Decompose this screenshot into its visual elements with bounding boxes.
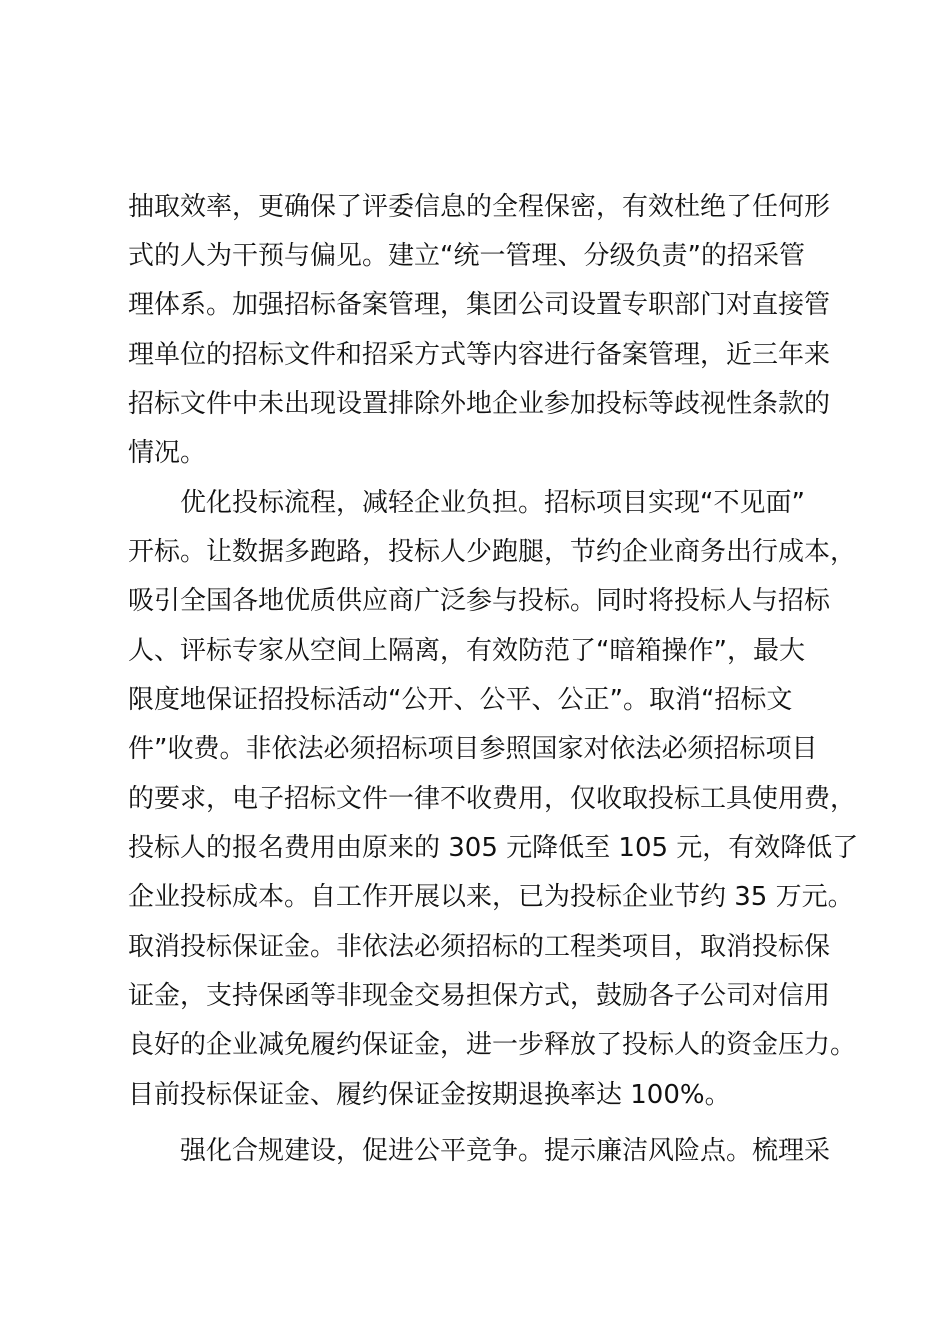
text-line: 理体系。加强招标备案管理，集团公司设置专职部门对直接管 bbox=[128, 290, 831, 320]
text-line: 人、评标专家从空间上隔离，有效防范了“暗箱操作”，最大 bbox=[128, 636, 805, 666]
text-line: 式的人为干预与偏见。建立“统一管理、分级负责”的招采管 bbox=[128, 241, 805, 271]
text-line: 证金，支持保函等非现金交易担保方式，鼓励各子公司对信用 bbox=[128, 981, 831, 1011]
text-line: 吸引全国各地优质供应商广泛参与投标。同时将投标人与招标 bbox=[128, 586, 831, 616]
text-line: 开标。让数据多跑路，投标人少跑腿，节约企业商务出行成本， bbox=[128, 537, 857, 567]
text-line: 投标人的报名费用由原来的 305 元降低至 105 元，有效降低了 bbox=[128, 833, 859, 863]
text-line: 限度地保证招投标活动“公开、公平、公正”。取消“招标文 bbox=[128, 685, 793, 715]
text-line: 企业投标成本。自工作开展以来，已为投标企业节约 35 万元。 bbox=[128, 882, 854, 912]
paragraph-start-line: 优化投标流程，减轻企业负担。招标项目实现“不见面” bbox=[180, 488, 805, 518]
text-line: 理单位的招标文件和招采方式等内容进行备案管理，近三年来 bbox=[128, 340, 831, 370]
text-line: 情况。 bbox=[128, 438, 207, 468]
text-line: 的要求，电子招标文件一律不收费用，仅收取投标工具使用费， bbox=[128, 784, 857, 814]
paragraph-start-line: 强化合规建设，促进公平竞争。提示廉洁风险点。梳理采 bbox=[180, 1136, 831, 1166]
text-line: 良好的企业减免履约保证金，进一步释放了投标人的资金压力。 bbox=[128, 1030, 857, 1060]
text-line: 件”收费。非依法必须招标项目参照国家对依法必须招标项目 bbox=[128, 734, 818, 764]
text-line: 抽取效率，更确保了评委信息的全程保密，有效杜绝了任何形 bbox=[128, 192, 831, 222]
text-line: 招标文件中未出现设置排除外地企业参加投标等歧视性条款的 bbox=[128, 389, 831, 419]
text-line: 目前投标保证金、履约保证金按期退换率达 100%。 bbox=[128, 1080, 731, 1110]
text-line: 取消投标保证金。非依法必须招标的工程类项目，取消投标保 bbox=[128, 932, 831, 962]
